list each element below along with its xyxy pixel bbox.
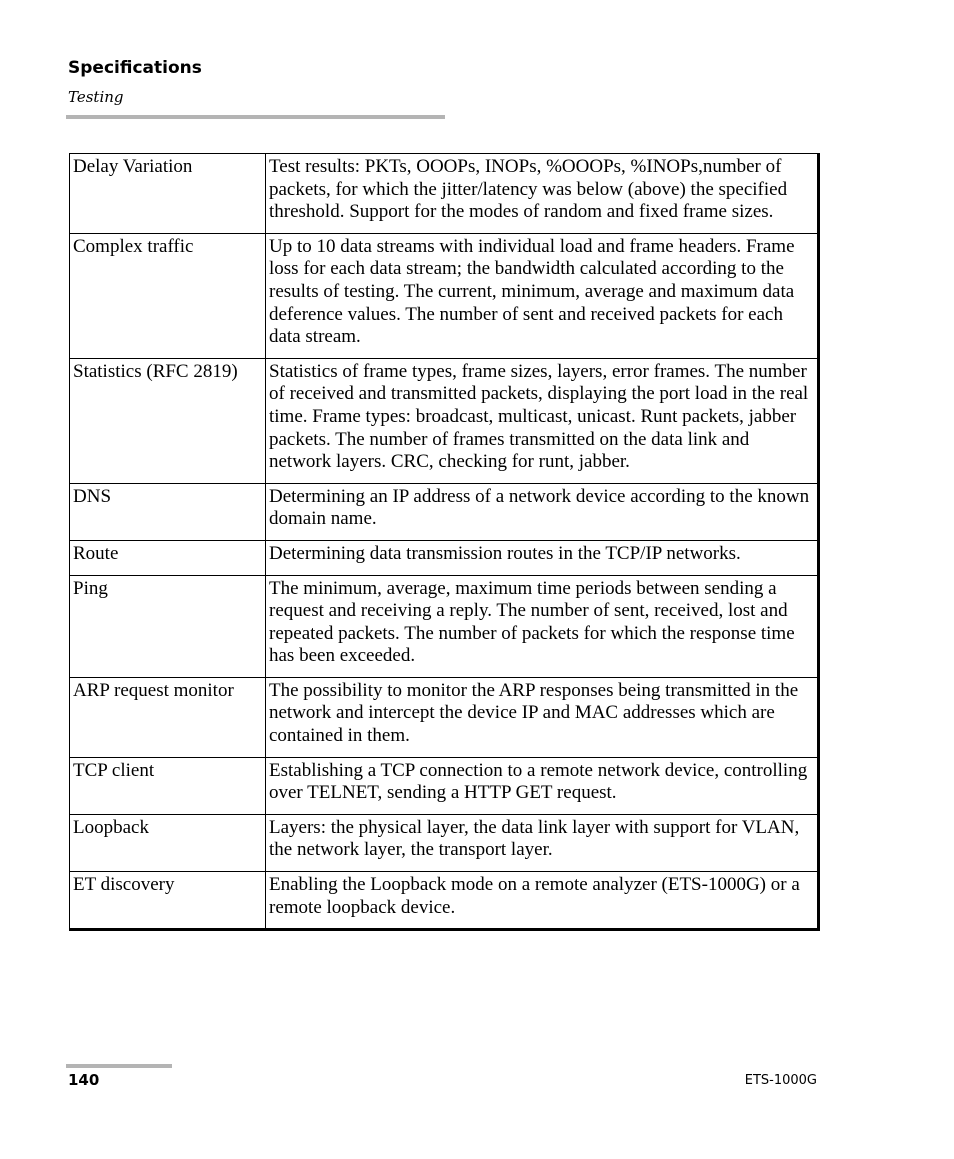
table-row (70, 872, 819, 930)
feature-cell: Loopback (70, 814, 266, 871)
table-row (70, 233, 819, 358)
feature-cell: TCP client (70, 757, 266, 814)
description-cell: Up to 10 data streams with individual load and frame headers. Frame loss for each data stream; the bandwidth calculated according to the results of testing. The current, minimum, average and maximum data deference values. The number of sent and received packets for each data stream. (266, 233, 819, 358)
feature-cell: ARP request monitor (70, 677, 266, 757)
document-name: ETS-1000G (744, 1073, 817, 1088)
description-cell: Enabling the Loopback mode on a remote analyzer (ETS-1000G) or a remote loopback device. (266, 872, 819, 930)
header-divider (66, 115, 445, 119)
table-row (70, 154, 819, 234)
description-cell: Test results: PKTs, OOOPs, INOPs, %OOOPs, %INOPs,number of packets, for which the jitter/latency was below (above) the specified threshold. Support for the modes of random and fixed frame sizes. (266, 154, 819, 234)
table-row (70, 358, 819, 483)
section-subtitle: Testing (68, 88, 124, 106)
section-title: Specifications (68, 58, 202, 78)
description-cell: Layers: the physical layer, the data link layer with support for VLAN, the network layer, the transport layer. (266, 814, 819, 871)
feature-cell: Delay Variation (70, 154, 266, 234)
description-cell: The possibility to monitor the ARP responses being transmitted in the network and intercept the device IP and MAC addresses which are contained in them. (266, 677, 819, 757)
feature-cell: Complex traffic (70, 233, 266, 358)
feature-cell: DNS (70, 483, 266, 540)
feature-cell: Statistics (RFC 2819) (70, 358, 266, 483)
feature-cell: Ping (70, 575, 266, 677)
description-cell: Determining data transmission routes in the TCP/IP networks. (266, 540, 819, 575)
specifications-table (69, 153, 820, 931)
footer-divider (66, 1064, 172, 1068)
description-cell: The minimum, average, maximum time periods between sending a request and receiving a reply. The number of sent, received, lost and repeated packets. The number of packets for which the response time has been exceeded. (266, 575, 819, 677)
description-cell: Statistics of frame types, frame sizes, layers, error frames. The number of received and transmitted packets, displaying the port load in the real time. Frame types: broadcast, multicast, unicast. Runt packets, jabber packets. The number of frames transmitted on the data link and network layers. CRC, checking for runt, jabber. (266, 358, 819, 483)
table-row (70, 757, 819, 814)
feature-cell: ET discovery (70, 872, 266, 930)
table-row (70, 540, 819, 575)
table-row (70, 677, 819, 757)
table-row (70, 814, 819, 871)
table-row (70, 483, 819, 540)
table-row (70, 575, 819, 677)
feature-cell: Route (70, 540, 266, 575)
description-cell: Establishing a TCP connection to a remote network device, controlling over TELNET, sending a HTTP GET request. (266, 757, 819, 814)
page-number: 140 (68, 1071, 100, 1089)
description-cell: Determining an IP address of a network device according to the known domain name. (266, 483, 819, 540)
